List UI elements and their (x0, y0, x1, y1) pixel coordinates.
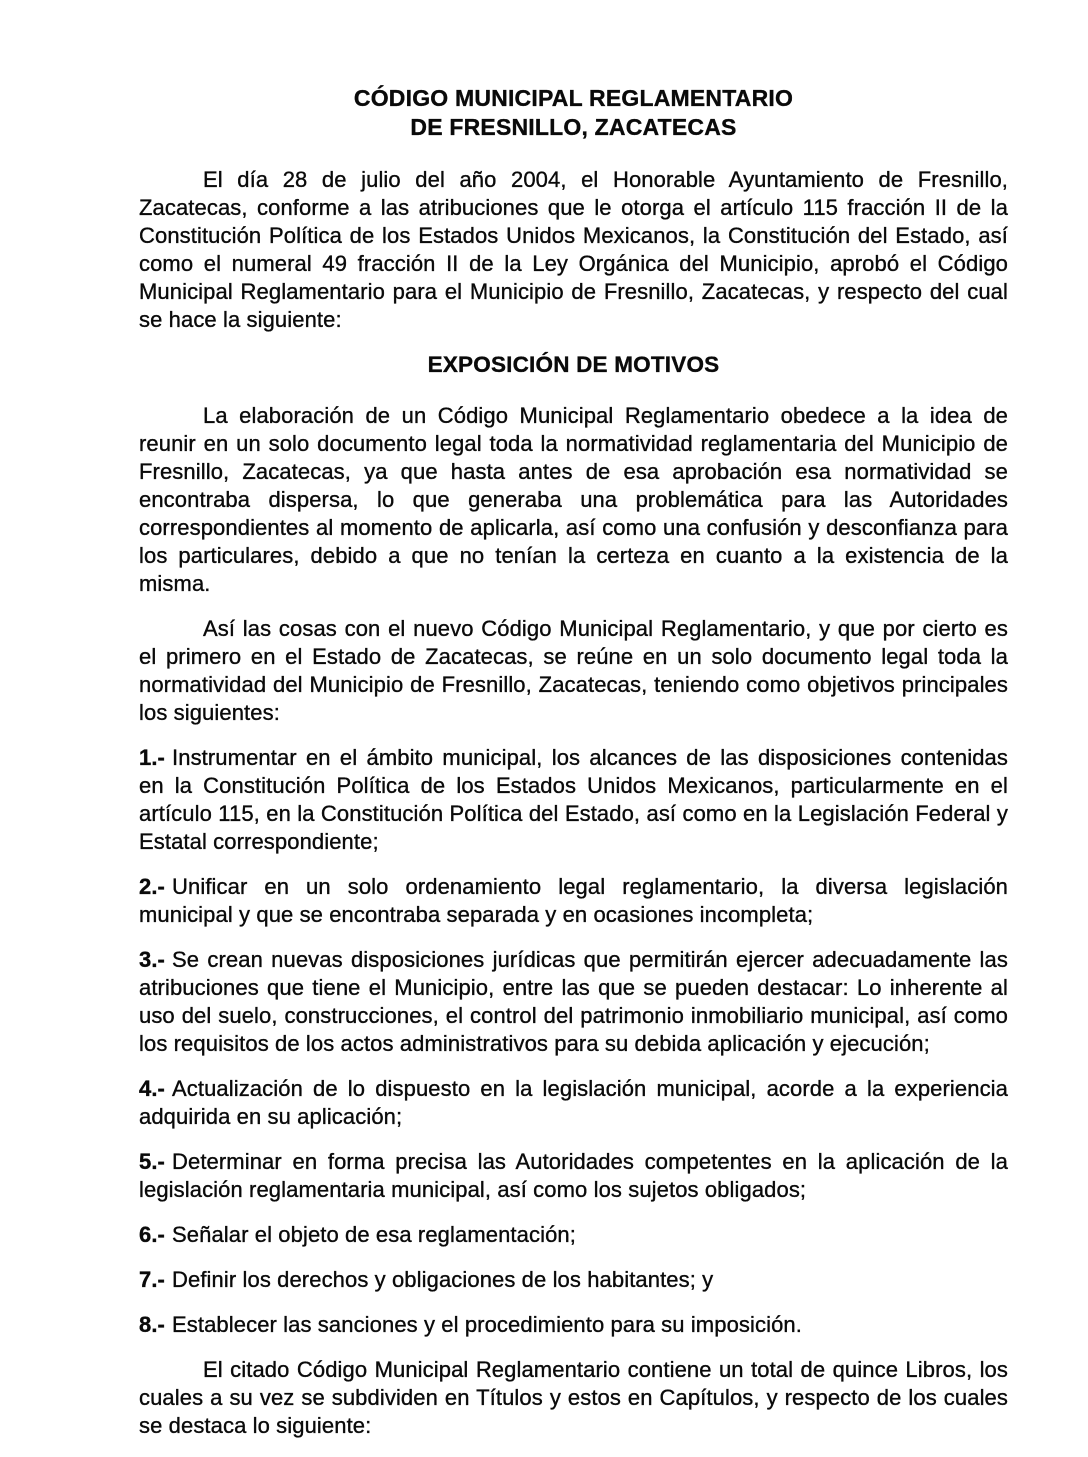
objective-item-2 (139, 873, 1008, 929)
objective-item-3 (139, 946, 1008, 1058)
objective-text-6: Señalar el objeto de esa reglamentación; (172, 1222, 576, 1247)
motives-paragraph-1: La elaboración de un Código Municipal Reglamentario obedece a la idea de reunir en un solo documento legal toda la normatividad reglamentaria del Municipio de Fresnillo, Zacatecas, ya que hasta antes de esa aprobación esa normatividad se encontraba dispersa, lo que generaba una problemática para las Autoridades correspondientes al momento de aplicarla, así como una confusión y desconfianza para los particulares, debido a que no tenían la certeza en cuanto a la existencia de la misma. (139, 403, 1008, 596)
objective-text-5: Determinar en forma precisa las Autoridades competentes en la aplicación de la legislación reglamentaria municipal, así como los sujetos obligados; (139, 1149, 1008, 1202)
document-title-line1: CÓDIGO MUNICIPAL REGLAMENTARIO (353, 85, 794, 111)
section-heading: EXPOSICIÓN DE MOTIVOS (427, 352, 720, 377)
objective-text-4: Actualización de lo dispuesto en la legislación municipal, acorde a la experiencia adquirida en su aplicación; (139, 1076, 1008, 1129)
objective-item-6 (139, 1221, 1008, 1249)
objective-text-2: Unificar en un solo ordenamiento legal reglamentario, la diversa legislación municipal y que se encontraba separada y en ocasiones incompleta; (139, 874, 1008, 927)
document-page (139, 84, 1008, 1457)
objective-number-7: 7.- (139, 1267, 165, 1292)
objective-text-3: Se crean nuevas disposiciones jurídicas que permitirán ejercer adecuadamente las atribuciones que tiene el Municipio, entre las que se pueden destacar: Lo inherente al uso del suelo, construcciones, el control del patrimonio inmobiliario municipal, así como los requisitos de los actos administrativos para su debida aplicación y ejecución; (139, 947, 1008, 1056)
motives-paragraph-2: Así las cosas con el nuevo Código Municipal Reglamentario, y que por cierto es el primero en el Estado de Zacatecas, se reúne en un solo documento legal toda la normatividad del Municipio de Fresnillo, Zacatecas, teniendo como objetivos principales los siguientes: (139, 616, 1008, 725)
objective-item-8 (139, 1311, 1008, 1339)
objective-text-8: Establecer las sanciones y el procedimiento para su imposición. (172, 1312, 802, 1337)
document-title (139, 84, 1008, 142)
closing-paragraph: El citado Código Municipal Reglamentario contiene un total de quince Libros, los cuales a su vez se subdividen en Títulos y estos en Capítulos, y respecto de los cuales se destaca lo siguiente: (139, 1357, 1008, 1438)
objective-text-1: Instrumentar en el ámbito municipal, los alcances de las disposiciones contenidas en la Constitución Política de los Estados Unidos Mexicanos, particularmente en el artículo 115, en la Constitución Política del Estado, así como en la Legislación Federal y Estatal correspondiente; (139, 745, 1008, 854)
objective-number-5: 5.- (139, 1149, 165, 1174)
objective-item-4 (139, 1075, 1008, 1131)
document-title-line2: DE FRESNILLO, ZACATECAS (410, 114, 737, 140)
objective-number-1: 1.- (139, 745, 165, 770)
objective-number-4: 4.- (139, 1076, 165, 1101)
objective-number-8: 8.- (139, 1312, 165, 1337)
objective-number-3: 3.- (139, 947, 165, 972)
objective-item-1 (139, 744, 1008, 856)
objective-number-2: 2.- (139, 874, 165, 899)
intro-paragraph: El día 28 de julio del año 2004, el Honorable Ayuntamiento de Fresnillo, Zacatecas, conforme a las atribuciones que le otorga el artículo 115 fracción II de la Constitución Política de los Estados Unidos Mexicanos, la Constitución del Estado, así como el numeral 49 fracción II de la Ley Orgánica del Municipio, aprobó el Código Municipal Reglamentario para el Municipio de Fresnillo, Zacatecas, y respecto del cual se hace la siguiente: (139, 167, 1008, 332)
objective-number-6: 6.- (139, 1222, 165, 1247)
objective-item-7 (139, 1266, 1008, 1294)
objective-text-7: Definir los derechos y obligaciones de los habitantes; y (172, 1267, 714, 1292)
objective-item-5 (139, 1148, 1008, 1204)
